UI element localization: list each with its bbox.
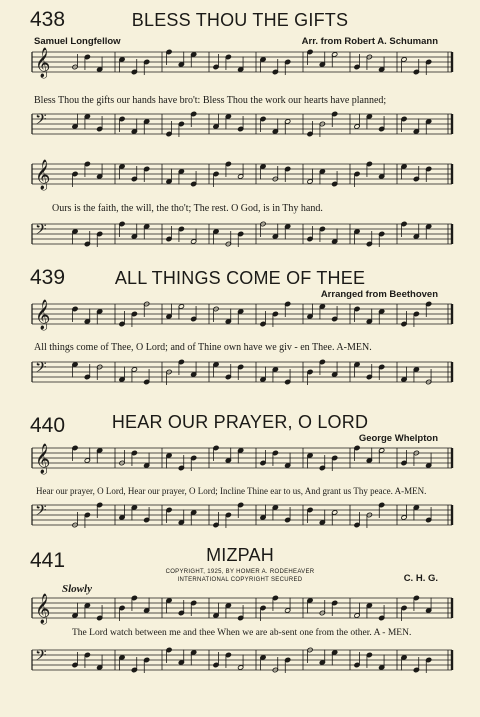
copyright-line: COPYRIGHT, 1925, BY HOMER A. RODEHEAVER (165, 569, 315, 575)
hymn-title: ALL THINGS COME OF THEE (114, 268, 366, 288)
music-system (0, 216, 480, 260)
composer-credit: Arranged from Beethoven (320, 289, 438, 300)
copyright-line: INTERNATIONAL COPYRIGHT SECURED (177, 577, 303, 583)
bass-clef-icon: 𝄢 (35, 111, 47, 132)
author-credit: Samuel Longfellow (34, 36, 121, 47)
music-system (0, 106, 480, 150)
lyric-line: Bless Thou the gifts our hands have bro't: Bless Thou the work our hearts have planned; (34, 95, 387, 106)
hymn-title: HEAR OUR PRAYER, O LORD (111, 412, 369, 432)
hymn-title: MIZPAH (206, 545, 274, 565)
lyric-line: All things come of Thee, O Lord; and of Thine own have we giv - en Thee. A-MEN. (34, 342, 372, 353)
staff-lines (32, 650, 452, 670)
music-system (0, 354, 480, 398)
music-system (0, 44, 480, 88)
music-system (0, 497, 480, 541)
composer-credit: Arr. from Robert A. Schumann (301, 36, 438, 47)
treble-clef-icon: 𝄞 (35, 160, 51, 190)
treble-clef-icon: 𝄞 (35, 594, 51, 624)
music-system (0, 642, 480, 686)
treble-clef-icon: 𝄞 (35, 444, 51, 474)
bass-clef-icon: 𝄢 (35, 647, 47, 668)
music-system (0, 440, 480, 484)
composer-credit: George Whelpton (358, 433, 438, 444)
staff-lines (32, 164, 452, 184)
lyric-line: Ours is the faith, the will, the tho't; The rest. O God, is in Thy hand. (52, 203, 323, 214)
treble-clef-icon: 𝄞 (35, 48, 51, 78)
bass-clef-icon: 𝄢 (35, 502, 47, 523)
hymn-title: BLESS THOU THE GIFTS (131, 10, 349, 30)
bass-clef-icon: 𝄢 (35, 359, 47, 380)
lyric-line: Hear our prayer, O Lord, Hear our prayer, O Lord; Incline Thine ear to us, And grant us Thy peace. A-MEN. (36, 486, 427, 496)
composer-credit: C. H. G. (403, 573, 438, 584)
hymn-number: 438 (30, 8, 66, 31)
staff-lines (32, 304, 452, 324)
hymn-number: 440 (30, 414, 66, 437)
treble-clef-icon: 𝄞 (35, 300, 51, 330)
hymn-number: 439 (30, 266, 66, 289)
bass-clef-icon: 𝄢 (35, 221, 47, 242)
lyric-line: The Lord watch between me and thee When we are ab-sent one from the other. A - MEN. (72, 628, 412, 638)
staff-lines (32, 505, 452, 525)
staff-lines (32, 598, 452, 618)
hymn-number: 441 (30, 549, 66, 572)
music-system (0, 156, 480, 200)
staff-lines (32, 114, 452, 134)
music-system (0, 296, 480, 340)
tempo-marking: Slowly (62, 583, 92, 595)
